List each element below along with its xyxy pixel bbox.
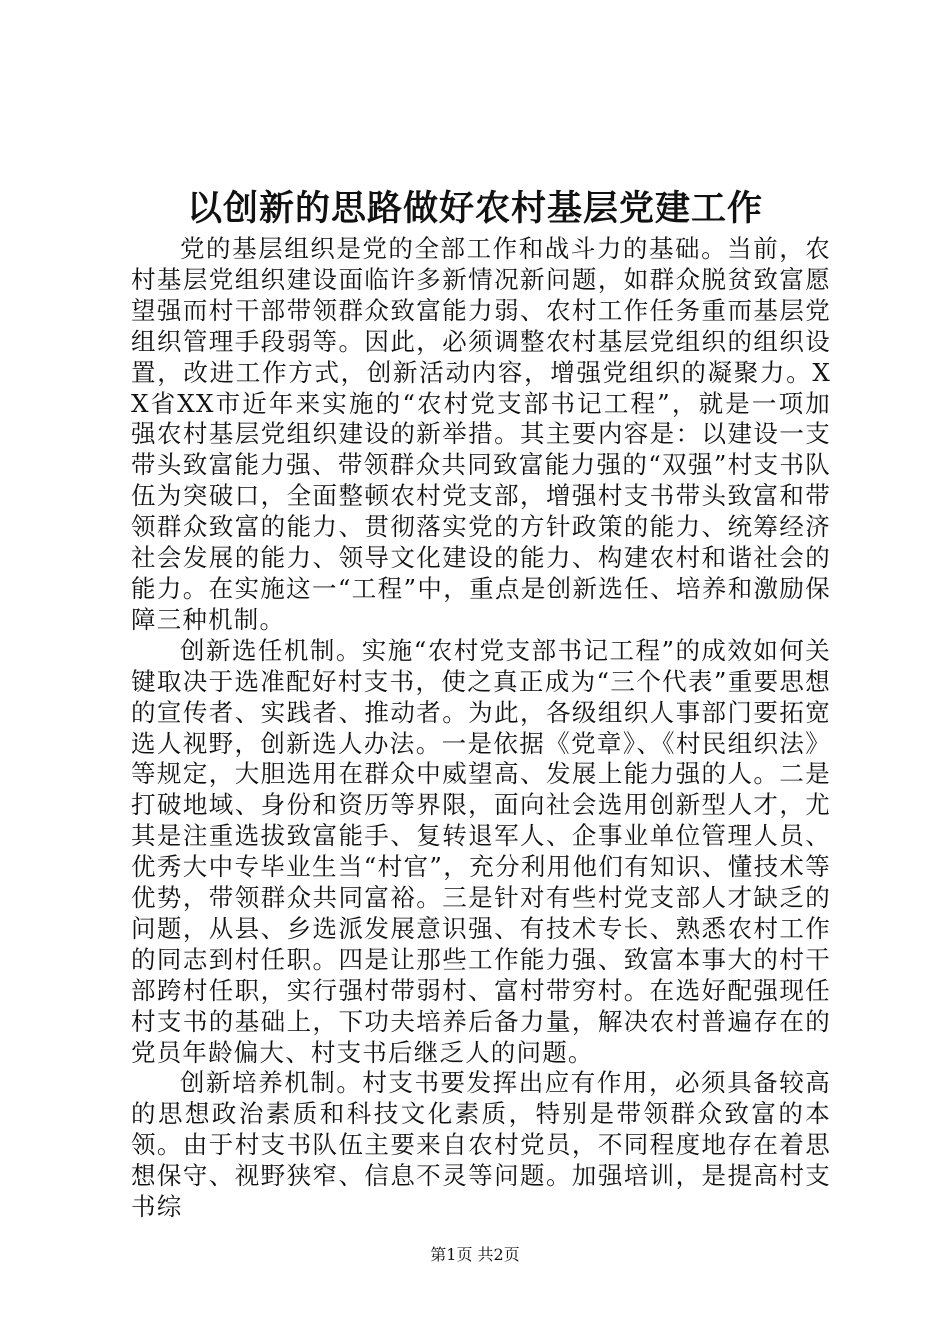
page-footer: 第1页 共2页 — [430, 1245, 520, 1264]
paragraph-intro: 党的基层组织是党的全部工作和战斗力的基础。当前，农村基层党组织建设面临许多新情况新问题，如群众脱贫致富愿望强而村干部带领群众致富能力弱、农村工作任务重而基层党组织管理手段弱等。因此，必须调整农村基层党组织的组织设置，改进工作方式，创新活动内容，增强党组织的凝聚力。XX省XX市近年来实施的“农村党支部书记工程”，就是一项加强农村基层党组织建设的新举措。其主要内容是：以建设一支带头致富能力强、带领群众共同致富能力强的“双强”村支书队伍为突破口，全面整顿农村党支部，增强村支书带头致富和带领群众致富的能力、贯彻落实党的方针政策的能力、统筹经济社会发展的能力、领导文化建设的能力、构建农村和谐社会的能力。在实施这一“工程”中，重点是创新选任、培养和激励保障三种机制。 — [131, 234, 831, 634]
document-body — [131, 234, 831, 1223]
paragraph-selection-mechanism: 创新选任机制。实施“农村党支部书记工程”的成效如何关键取决于选准配好村支书，使之真正成为“三个代表”重要思想的宣传者、实践者、推动者。为此，各级组织人事部门要拓宽选人视野，创新选人办法。一是依据《党章》、《村民组织法》等规定，大胆选用在群众中威望高、发展上能力强的人。二是打破地域、身份和资历等界限，面向社会选用创新型人才，尤其是注重选拔致富能手、复转退军人、企事业单位管理人员、优秀大中专毕业生当“村官”，充分利用他们有知识、懂技术等优势，带领群众共同富裕。三是针对有些村党支部人才缺乏的问题，从县、乡选派发展意识强、有技术专长、熟悉农村工作的同志到村任职。四是让那些工作能力强、致富本事大的村干部跨村任职，实行强村带弱村、富村带穷村。在选好配强现任村支书的基础上，下功夫培养后备力量，解决农村普遍存在的党员年龄偏大、村支书后继乏人的问题。 — [131, 635, 831, 1067]
document-title: 以创新的思路做好农村基层党建工作 — [186, 188, 763, 229]
paragraph-training-mechanism: 创新培养机制。村支书要发挥出应有作用，必须具备较高的思想政治素质和科技文化素质，特别是带领群众致富的本领。由于村支书队伍主要来自农村党员，不同程度地存在着思想保守、视野狭窄、信息不灵等问题。加强培训，是提高村支书综 — [131, 1068, 831, 1222]
